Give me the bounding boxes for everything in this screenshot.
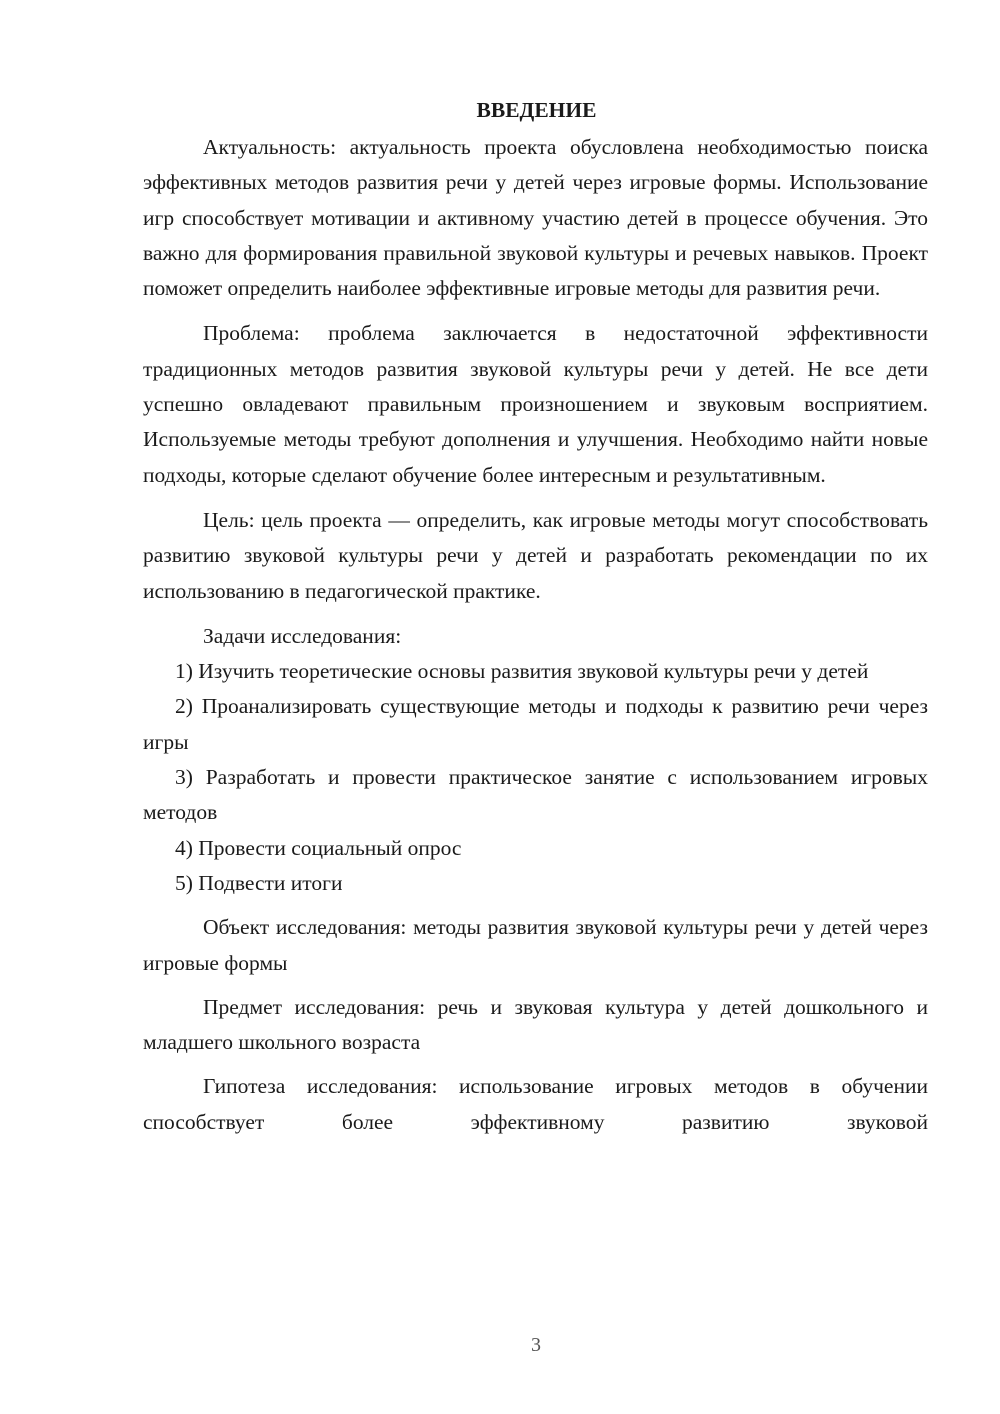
relevance-paragraph: Актуальность: актуальность проекта обусловлена необходимостью поиска эффективных методов развития речи у детей через игровые формы. Использование игр способствует мотивации и активному участию детей в процессе обучения. Это важно для формирования правильной звуковой культуры и речевых навыков. Проект поможет определить наиболее эффективные игровые методы для развития речи.: [143, 135, 928, 301]
page-content: [143, 96, 928, 1140]
page-number: 3: [531, 1334, 541, 1356]
problem-paragraph: Проблема: проблема заключается в недостаточной эффективности традиционных методов развития звуковой культуры речи у детей. Не все дети успешно овладевают правильным произношением и звуковым восприятием. Используемые методы требуют дополнения и улучшения. Необходимо найти новые подходы, которые сделают обучение более интересным и результативным.: [143, 321, 928, 487]
object-paragraph: Объект исследования: методы развития звуковой культуры речи у детей через игровые формы: [143, 915, 928, 975]
task-item: 1) Изучить теоретические основы развития звуковой культуры речи у детей: [175, 659, 869, 684]
task-item: 4) Провести социальный опрос: [175, 835, 462, 860]
tasks-label: Задачи исследования:: [203, 623, 402, 648]
subject-paragraph: Предмет исследования: речь и звуковая культура у детей дошкольного и младшего школьного возраста: [143, 994, 928, 1055]
tasks-list: [143, 654, 928, 901]
section-heading: ВВЕДЕНИЕ: [476, 98, 597, 122]
task-item: 3) Разработать и провести практическое занятие с использованием игровых методов: [143, 765, 928, 825]
task-item: 5) Подвести итоги: [175, 870, 343, 895]
task-item: 2) Проанализировать существующие методы и подходы к развитию речи через игры: [143, 694, 928, 754]
hypothesis-paragraph: Гипотеза исследования: использование игровых методов в обучении способствует более эффективному развитию звуковой: [143, 1074, 928, 1134]
goal-paragraph: Цель: цель проекта — определить, как игровые методы могут способствовать развитию звуковой культуры речи у детей и разработать рекомендации по их использованию в педагогической практике.: [143, 507, 928, 603]
